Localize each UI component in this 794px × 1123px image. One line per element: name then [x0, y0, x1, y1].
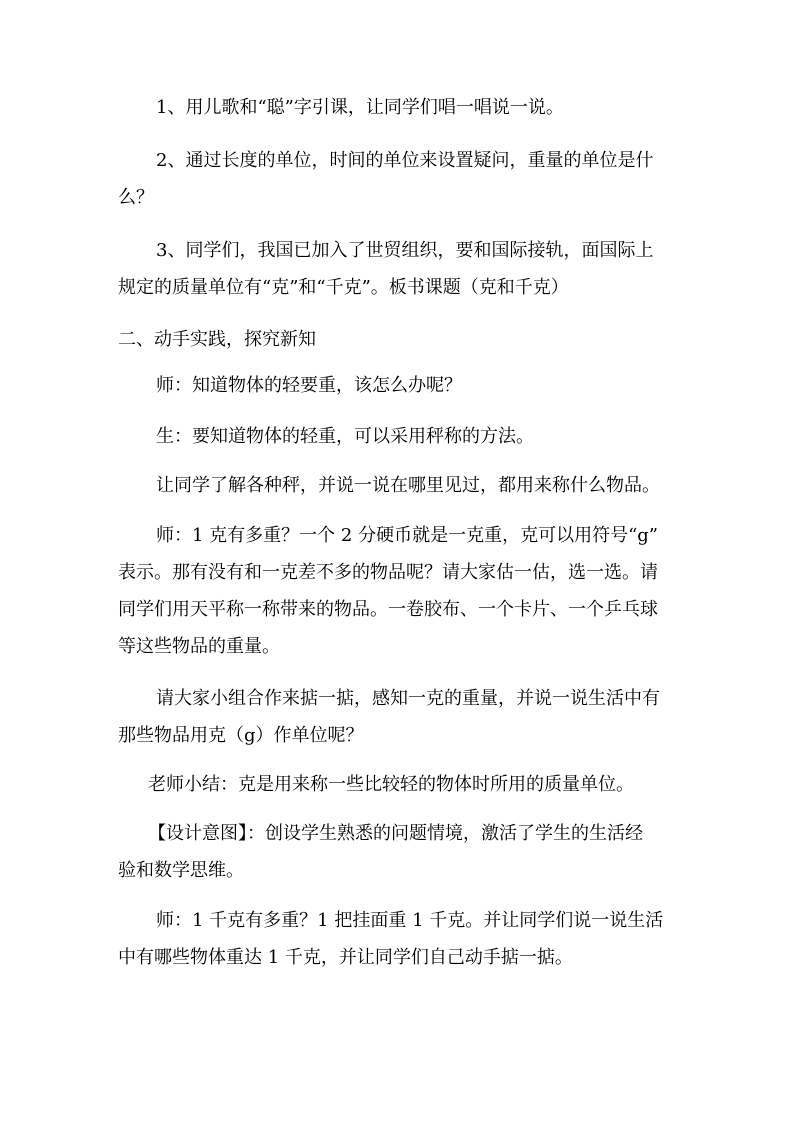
- paragraph-10: [118, 815, 678, 889]
- paragraph-11-line-1: 师：1 千克有多重？1 把挂面重 1 千克。并让同学们说一说生活: [156, 910, 664, 931]
- section-heading: [118, 321, 678, 358]
- paragraph-4-line-1: 师：知道物体的轻要重，该怎么办呢？: [156, 375, 462, 396]
- paragraph-6: [118, 467, 678, 504]
- paragraph-8-line-1: 请大家小组合作来掂一掂，感知一克的重量，并说一说生活中有: [156, 688, 660, 709]
- paragraph-5-line-1: 生：要知道物体的轻重，可以采用秤称的方法。: [156, 426, 534, 447]
- section-heading-text: 二、动手实践，探究新知: [118, 329, 316, 350]
- paragraph-3-line-1: 3、同学们，我国已加入了世贸组织，要和国际接轨，面国际上: [156, 240, 654, 261]
- paragraph-3-line-2: 规定的质量单位有“克”和“千克”。板书课题（克和千克）: [118, 277, 569, 298]
- paragraph-11: [118, 902, 678, 976]
- paragraph-1: [118, 89, 678, 126]
- paragraph-7-line-4: 等这些物品的重量。: [118, 636, 280, 657]
- paragraph-7-line-1: 师：1 克有多重？一个 2 分硬币就是一克重，克可以用符号“g”: [156, 525, 658, 546]
- paragraph-9: [118, 766, 678, 803]
- paragraph-8-line-2: 那些物品用克（g）作单位呢？: [118, 725, 364, 746]
- paragraph-2: [118, 142, 678, 216]
- paragraph-10-line-1: 【设计意图】：创设学生熟悉的问题情境，激活了学生的生活经: [148, 823, 643, 844]
- paragraph-1-line-1: 1、用儿歌和“聪”字引课，让同学们唱一唱说一说。: [156, 97, 564, 118]
- paragraph-11-line-2: 中有哪些物体重达 1 千克，并让同学们自己动手掂一掂。: [118, 947, 573, 968]
- paragraph-4: [118, 367, 678, 404]
- paragraph-7: [118, 517, 678, 665]
- paragraph-6-line-1: 让同学了解各种秤，并说一说在哪里见过，都用来称什么物品。: [156, 475, 660, 496]
- paragraph-2-line-2: 么？: [118, 187, 154, 208]
- paragraph-7-line-3: 同学们用天平称一称带来的物品。一卷胶布、一个卡片、一个乒乓球: [118, 599, 658, 620]
- paragraph-5: [118, 418, 678, 455]
- paragraph-2-line-1: 2、通过长度的单位，时间的单位来设置疑问，重量的单位是什: [156, 150, 654, 171]
- paragraph-3: [118, 232, 678, 306]
- paragraph-7-line-2: 表示。那有没有和一克差不多的物品呢？请大家估一估，选一选。请: [118, 562, 658, 583]
- paragraph-8: [118, 680, 678, 754]
- paragraph-9-line-1: 老师小结：克是用来称一些比较轻的物体时所用的质量单位。: [148, 774, 634, 795]
- paragraph-10-line-2: 验和数学思维。: [118, 860, 244, 881]
